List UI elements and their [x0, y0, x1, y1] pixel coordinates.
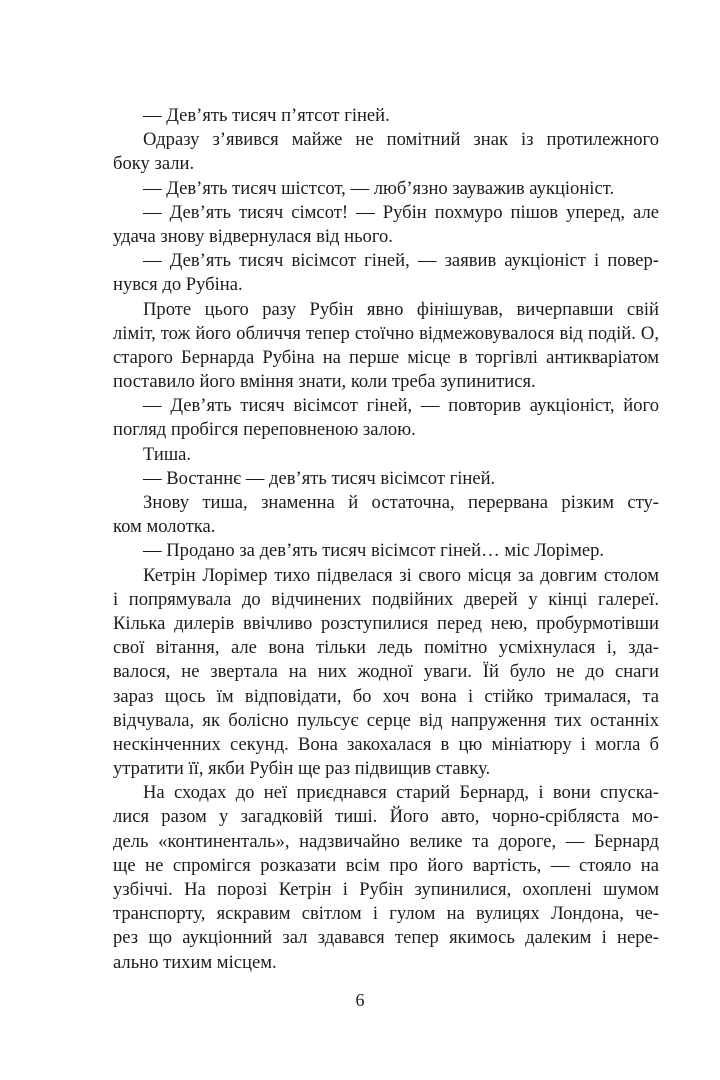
text-line: погляд пробігся переповненою залою.: [113, 419, 416, 441]
text-line: поставило його вміння знати, коли треба зупинитися.: [113, 371, 536, 393]
text-line: відчувала, як болісно пульсує серце від напруження тих останніх: [113, 709, 659, 731]
text-line: — Дев’ять тисяч сімсот! — Рубін похмуро пішов уперед, але: [143, 201, 659, 223]
text-line: дель «континенталь», надзвичайно велике та дороге, — Бернард: [113, 830, 659, 852]
text-line: лися разом у загадковій тиші. Його авто, чорно-срібляста мо-: [113, 806, 659, 828]
text-line: свої вітання, але вона тільки ледь помітно усміхнулася і, зда-: [113, 637, 659, 659]
text-line: утратити її, якби Рубін ще раз підвищив ставку.: [113, 758, 491, 780]
text-line: старого Бернарда Рубіна на перше місце в торгівлі антикваріатом: [113, 346, 659, 368]
text-line: — Дев’ять тисяч вісімсот гіней, — заявив аукціоніст і повер-: [143, 250, 659, 272]
text-line: ліміт, тож його обличчя тепер стоїчно відмежовувалося від подій. О,: [113, 322, 659, 344]
text-line: Тиша.: [143, 443, 192, 465]
text-line: — Дев’ять тисяч п’ятсот гіней.: [143, 105, 390, 126]
text-line: нувся до Рубіна.: [113, 274, 243, 296]
text-line: Одразу з’явився майже не помітний знак із протилежного: [143, 129, 659, 151]
text-line: — Востаннє — дев’ять тисяч вісімсот гіней.: [143, 467, 496, 489]
text-line: узбіччі. На порозі Кетрін і Рубін зупинилися, охоплені шумом: [113, 879, 659, 900]
text-line: — Дев’ять тисяч вісімсот гіней, — повторив аукціоніст, його: [143, 395, 659, 417]
text-line: Проте цього разу Рубін явно фінішував, вичерпавши свій: [143, 298, 659, 320]
text-line: валося, не звертала на них жодної уваги. Їй було не до снаги: [113, 661, 659, 683]
body-text: [113, 104, 659, 975]
text-line: ще не спромігся розказати всім про його вартість, — стояло на: [113, 854, 659, 876]
text-line: На сходах до неї приєднався старий Бернард, і вони спуска-: [143, 782, 659, 804]
text-line: ально тихим місцем.: [113, 951, 277, 973]
text-line: удача знову відвернулася від нього.: [113, 225, 393, 247]
text-line: Кетрін Лорімер тихо підвелася зі свого місця за довгим столом: [143, 564, 659, 586]
text-line: — Продано за дев’ять тисяч вісімсот гіней… міс Лорімер.: [143, 540, 605, 562]
text-line: рез що аукціонний зал здавався тепер якимось далеким і нере-: [113, 927, 659, 949]
text-line: зараз щось їм відповідати, бо хоч вона і стійко трималася, та: [113, 685, 659, 707]
text-line: Кілька дилерів ввічливо розступилися перед нею, пробурмотівши: [113, 612, 659, 634]
text-line: — Дев’ять тисяч шістсот, — люб’язно зауважив аукціоніст.: [143, 177, 615, 199]
text-line: транспорту, яскравим світлом і гулом на вулицях Лондона, че-: [113, 903, 659, 925]
text-line: ком молотка.: [113, 516, 216, 538]
text-line: нескінченних секунд. Вона закохалася в цю мініатюру і могла б: [113, 733, 659, 755]
text-line: Знову тиша, знаменна й остаточна, перервана різким сту-: [143, 492, 659, 513]
page-number: 6: [355, 990, 365, 1010]
text-line: і попрямувала до відчинених подвійних дверей у кінці галереї.: [113, 588, 659, 610]
text-line: боку зали.: [113, 153, 195, 175]
